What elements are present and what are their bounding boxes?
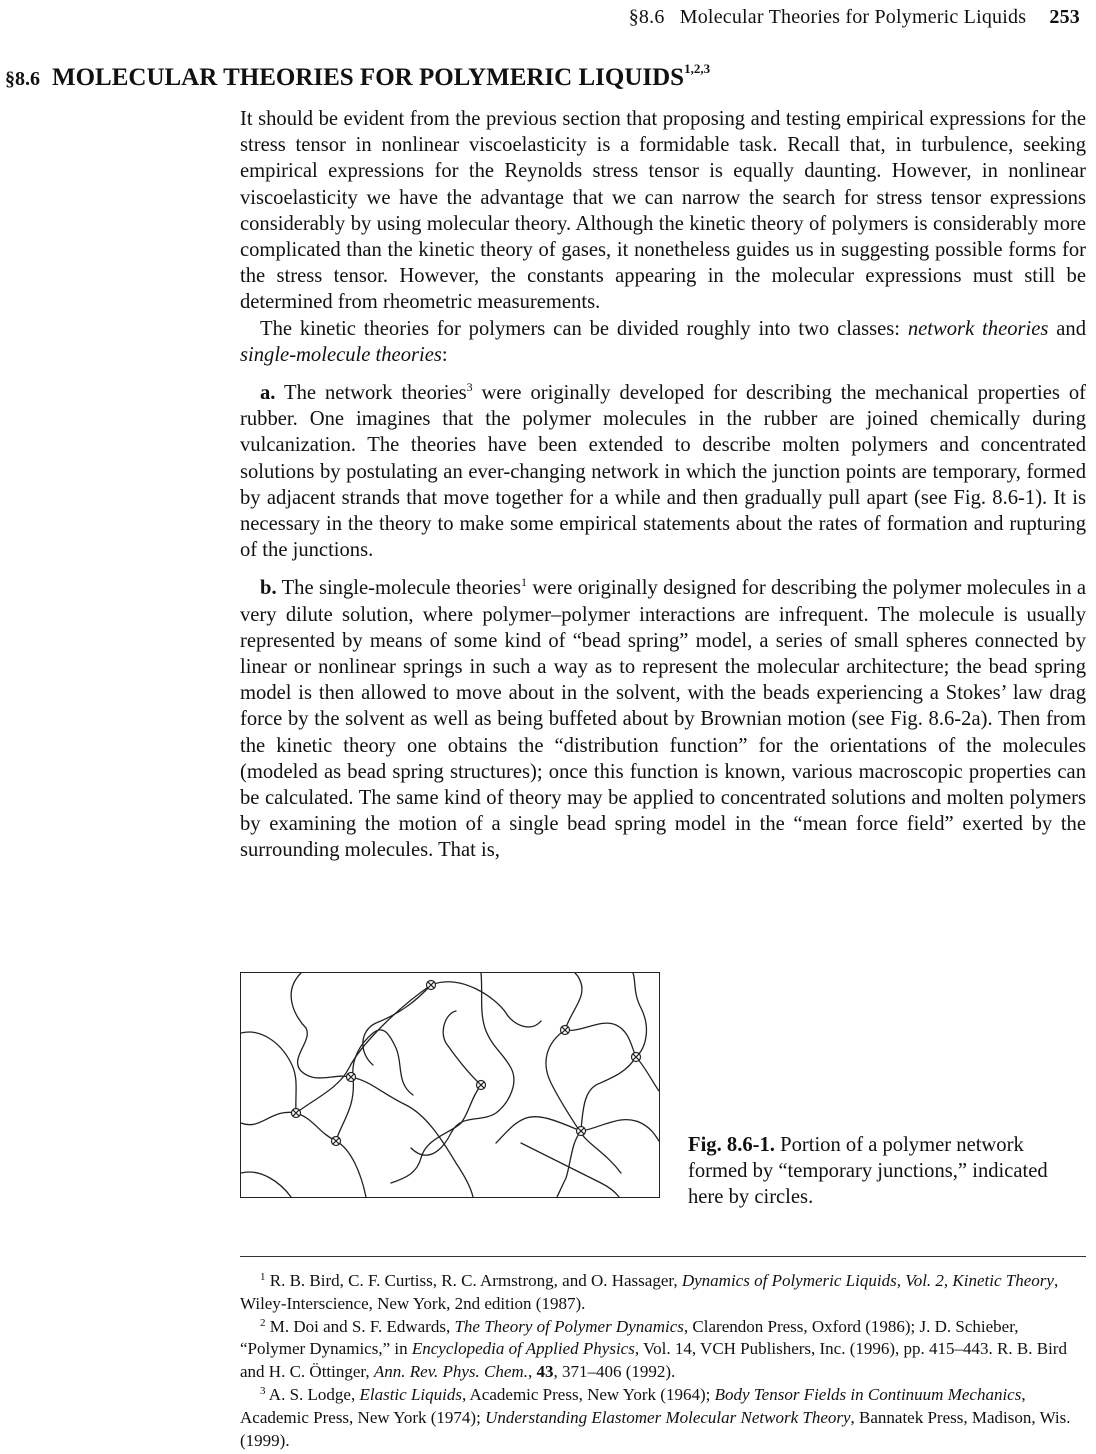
footnote-3-authors: A. S. Lodge, xyxy=(265,1384,360,1404)
footnote-2-authors: M. Doi and S. F. Edwards, xyxy=(265,1316,455,1336)
paragraph-intro: It should be evident from the previous section that proposing and testing empirical expressions for the stress tensor in nonlinear viscoelasticity is a formidable task. Recall that, in turbulence, seeking empirical expressions for the Reynolds stress tensor is equally daunting. However, in nonlinear viscoelasticity we have the advantage that we can narrow the search for stress tensor expressions considerably by using molecular theory. Although the kinetic theory of polymers is considerably more complicated than the kinetic theory of gases, it nonetheless guides us in suggesting possible forms for the stress tensor. However, the constants appearing in the molecular expressions must still be determined from rheometric measurements. xyxy=(240,108,1086,314)
polymer-strand xyxy=(496,1117,581,1143)
running-head xyxy=(629,6,1080,29)
polymer-strand xyxy=(565,973,582,1030)
junction-circle xyxy=(632,1053,641,1062)
paragraph-classes xyxy=(240,316,1086,368)
footnote-2-mark: 2 xyxy=(260,1316,266,1329)
item-label-b: b. xyxy=(260,577,277,600)
figure-caption xyxy=(688,1132,1068,1210)
junction-circle xyxy=(332,1137,341,1146)
footnote-2-text-d: , xyxy=(527,1362,537,1382)
junction-circle xyxy=(577,1127,586,1136)
single-molecule-text-start: The single-molecule theories xyxy=(276,577,522,600)
footnote-1-authors: R. B. Bird, C. F. Curtiss, R. C. Armstrong, and O. Hassager, xyxy=(265,1271,682,1290)
polymer-network-drawing xyxy=(241,973,659,1197)
polymer-strand xyxy=(291,973,351,1078)
footnote-2-text-c: , Vol. 14, VCH Publishers, Inc. (1996), pp. 415–443. R. B. Bird and H. C. Öttinger, xyxy=(240,1339,1067,1382)
footnote-2-text-b: , Clarendon Press, Oxford (1986); J. D. Schieber, “Polymer Dynamics,” in xyxy=(240,1316,1019,1359)
footnotes xyxy=(240,1270,1086,1452)
footnote-3-text-c: , Academic Press, New York (1974); xyxy=(240,1384,1026,1427)
polymer-strand xyxy=(565,1023,636,1057)
network-text-rest: were originally developed for describing the mechanical properties of rubber. One imagines that the polymer molecules in the rubber are joined chemically during vulcanization. The theories have been extended to describe molten polymers and concentrated solutions by postulating an ever-changing network in which the junction points are temporary, formed by adjacent strands that move together for a while and then gradually pull apart (see Fig. 8.6-1). It is necessary in the theory to make some empirical statements about the rates of formation and rupturing of the junctions. xyxy=(240,382,1087,562)
term-single-molecule-theories: single-molecule theories xyxy=(240,343,442,366)
junction-circle xyxy=(292,1109,301,1118)
polymer-strand xyxy=(546,1030,621,1173)
polymer-strand xyxy=(443,1011,481,1085)
polymer-strand xyxy=(336,1030,413,1141)
polymer-strand xyxy=(431,982,541,1027)
section-title-refs: 1,2,3 xyxy=(684,61,711,76)
classes-text-and: and xyxy=(1048,317,1087,340)
footnote-3-text-b: , Academic Press, New York (1964); xyxy=(461,1384,715,1404)
body-text xyxy=(240,106,1086,864)
footnote-1-title: Dynamics of Polymeric Liquids, Vol. 2, Kinetic Theory xyxy=(681,1271,1054,1290)
running-head-section: §8.6 xyxy=(628,6,665,28)
polymer-strand xyxy=(363,985,431,1065)
polymer-strand xyxy=(241,1032,296,1113)
footnote-2-journal: Ann. Rev. Phys. Chem. xyxy=(373,1362,528,1382)
footnote-2-volume: 43 xyxy=(536,1362,554,1382)
polymer-strand xyxy=(241,1172,291,1197)
junction-circle xyxy=(561,1026,570,1035)
footnote-3-title-2: Body Tensor Fields in Continuum Mechanics xyxy=(714,1384,1022,1404)
section-title: MOLECULAR THEORIES FOR POLYMERIC LIQUIDS xyxy=(52,64,685,91)
footnote-1-mark: 1 xyxy=(260,1271,266,1283)
paragraph-single-molecule-theories xyxy=(240,575,1086,863)
single-molecule-text-rest: were originally designed for describing the polymer molecules in a very dilute solution, where polymer–polymer interactions are infrequent. The molecule is usually represented by means of some kind of “bead spring” model, a series of small spheres connected by linear or nonlinear springs in such a way as to represent the molecular architecture; the bead spring model is then allowed to move about in the solvent, with the beads experiencing a Stokes’ law drag force by the solvent as well as being buffeted about by Brownian motion (see Fig. 8.6-2a). Then from the kinetic theory one obtains the “distribution function” for the orientations of the molecules (modeled as bead spring structures); once this function is known, various macroscopic properties can be calculated. The same kind of theory may be applied to concentrated solutions and molten polymers by examining the motion of a single bead spring model in the “mean force field” exerted by the surrounding molecules. That is, xyxy=(240,577,1086,862)
polymer-strand xyxy=(557,1131,581,1197)
footnote-divider xyxy=(240,1256,1086,1257)
term-network-theories: network theories xyxy=(907,317,1049,340)
polymer-strand xyxy=(581,1120,659,1141)
footnote-ref-3: 3 xyxy=(466,380,473,395)
classes-text-end: : xyxy=(441,343,448,366)
footnote-3-title-3: Understanding Elastomer Molecular Network Theory xyxy=(485,1407,851,1427)
footnote-2 xyxy=(240,1316,1086,1384)
footnote-1-publisher: , Wiley-Interscience, New York, 2nd edition (1987). xyxy=(240,1271,1059,1313)
junction-circle xyxy=(347,1073,356,1082)
running-head-title: Molecular Theories for Polymeric Liquids xyxy=(679,6,1027,28)
junction-circle xyxy=(427,981,436,990)
figure-caption-text: Portion of a polymer network formed by “temporary junctions,” indicated here by circles. xyxy=(688,1134,1048,1208)
junction-circle xyxy=(477,1081,486,1090)
section-number: §8.6 xyxy=(5,68,40,90)
item-label-a: a. xyxy=(260,382,276,405)
polymer-strand xyxy=(241,1112,366,1197)
footnote-2-title-1: The Theory of Polymer Dynamics xyxy=(454,1316,684,1336)
footnote-ref-1: 1 xyxy=(521,575,528,590)
network-text-start: The network theories xyxy=(275,382,467,405)
footnote-3-mark: 3 xyxy=(260,1384,266,1397)
classes-text-start: The kinetic theories for polymers can be divided roughly into two classes: xyxy=(260,317,908,340)
page-number: 253 xyxy=(1049,6,1080,28)
polymer-strand xyxy=(636,1057,659,1091)
footnote-3-text-d: , Bannatek Press, Madison, Wis. (1999). xyxy=(240,1407,1071,1450)
polymer-strand xyxy=(633,973,646,1057)
footnote-2-title-2: Encyclopedia of Applied Physics xyxy=(411,1339,635,1359)
footnote-1 xyxy=(240,1270,1086,1316)
footnote-3 xyxy=(240,1384,1086,1452)
polymer-network-figure xyxy=(240,972,660,1198)
footnote-2-text-e: , 371–406 (1992). xyxy=(553,1362,676,1382)
footnote-3-title-1: Elastic Liquids xyxy=(359,1384,462,1404)
polymer-strand xyxy=(521,1143,619,1197)
polymer-strand xyxy=(391,1085,481,1183)
section-heading xyxy=(5,61,710,92)
paragraph-network-theories xyxy=(240,380,1086,563)
figure-label: Fig. 8.6-1. xyxy=(688,1134,775,1156)
